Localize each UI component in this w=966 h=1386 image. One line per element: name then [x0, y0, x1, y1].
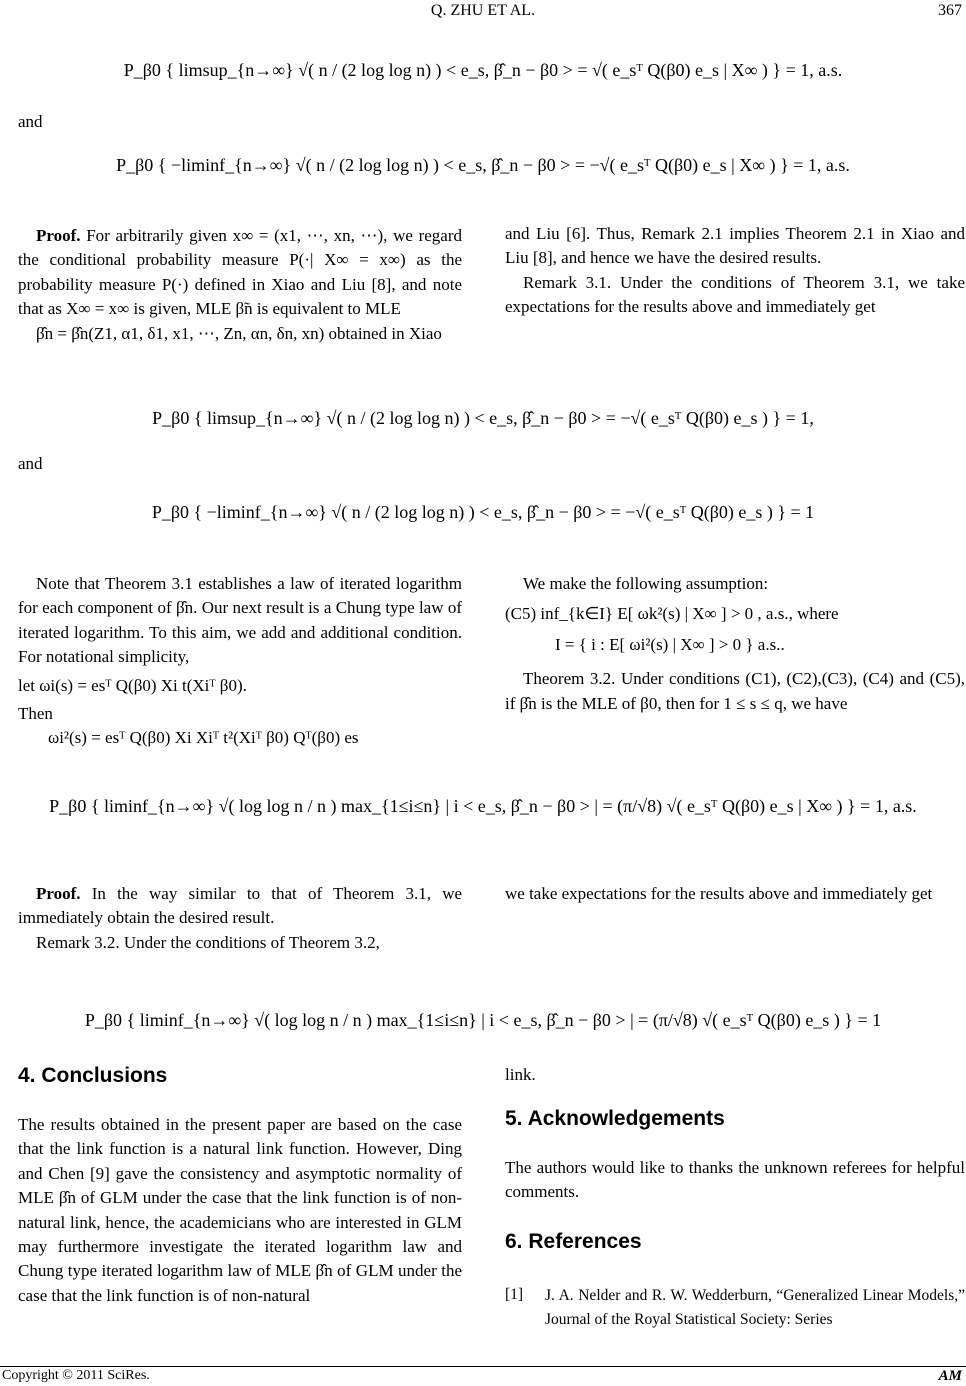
equation-6: P_β0 { liminf_{n→∞} √( log log n / n ) max_{1≤i≤n} | i < e_s, β̂_n − β0 > | = (π/√8) √( e_sᵀ Q(β0) e_s ) } = 1	[84, 1010, 882, 1030]
proof-2-text: In the way similar to that of Theorem 3.1, we immediately obtain the desired result.	[18, 884, 463, 928]
remark-3-2: Remark 3.2. Under the conditions of Theorem 3.2,	[36, 932, 380, 952]
page-number: 367	[938, 2, 962, 19]
running-title: Q. ZHU ET AL.	[430, 2, 536, 19]
journal-abbrev: AM	[938, 1368, 962, 1384]
and-text: and	[18, 112, 43, 131]
note-text: Note that Theorem 3.1 establishes a law of iterated logarithm for each component of β̂n. Our next result is a Chung type law of iterated logarithm. To this aim, we add and additional condition. For notational simplicity,	[18, 574, 462, 667]
condition-c5: (C5) inf_{k∈I} E[ ωk²(s) | X∞ ] > 0 , a.s., where	[505, 604, 839, 624]
assumption-paragraph	[505, 572, 965, 716]
acknowledgements-heading: 5. Acknowledgements	[505, 1107, 725, 1130]
index-set: I = { i : E[ ωi²(s) | X∞ ] > 0 } a.s..	[555, 634, 785, 654]
assumption-text: We make the following assumption:	[523, 574, 769, 593]
then-text: Then	[18, 704, 53, 724]
expectation-text: we take expectations for the results above and immediately get	[505, 884, 933, 903]
mle-equation: β̂n = β̂n(Z1, α1, δ1, x1, ⋯, Zn, αn, δn, xn) obtained in Xiao	[36, 323, 442, 343]
footer-divider	[0, 1366, 966, 1367]
right-paragraph	[505, 222, 965, 320]
conclusions-heading: 4. Conclusions	[18, 1064, 168, 1087]
proof-paragraph	[18, 224, 462, 346]
conclusions-text: The results obtained in the present paper are based on the case that the link function is a natural link function. However, Ding and Chen [9] gave the consistency and asymptotic normality of MLE β̂n of GLM under the case that the link function is of non-natural link, hence, the academicians who are interested in GLM may furthermore investigate the iterated logarithm law and Chung type iterated logarithm law of MLE β̂n of GLM under the case that the link function is of non-natural	[18, 1115, 462, 1305]
note-paragraph	[18, 572, 462, 751]
equation-4: P_β0 { −liminf_{n→∞} √( n / (2 log log n) ) < e_s, β̂_n − β0 > = −√( e_sᵀ Q(β0) e_s ) } = 1	[151, 502, 815, 522]
let-omega: let ωi(s) = esᵀ Q(β0) Xi t(Xiᵀ β0).	[18, 675, 247, 695]
equation-1: P_β0 { limsup_{n→∞} √( n / (2 log log n) ) < e_s, β̂_n − β0 > = √( e_sᵀ Q(β0) e_s | X∞ ) } = 1, a.s.	[123, 60, 843, 80]
remark-3-1: Remark 3.1. Under the conditions of Theorem 3.1, we take expectations for the results above and immediately get	[505, 272, 965, 317]
copyright: Copyright © 2011 SciRes.	[2, 1368, 150, 1383]
proof-text: For arbitrarily given x∞ = (x1, ⋯, xn, ⋯), we regard the conditional probability measure P(·| X∞ = x∞) as the probability measure P(·) defined in Xiao and Liu [8], and note that as X∞ = x∞ is given, MLE β̃n is equivalent to MLE	[18, 226, 462, 319]
equation-3: P_β0 { limsup_{n→∞} √( n / (2 log log n) ) < e_s, β̂_n − β0 > = −√( e_sᵀ Q(β0) e_s ) } = 1,	[152, 408, 814, 428]
proof-2-paragraph	[18, 882, 462, 955]
acknowledgements-text: The authors would like to thanks the unknown referees for helpful comments.	[505, 1158, 965, 1202]
theorem-3-2: Theorem 3.2. Under conditions (C1), (C2),(C3), (C4) and (C5), if β̂n is the MLE of β0, then for 1 ≤ s ≤ q, we have	[505, 669, 965, 713]
equation-2: P_β0 { −liminf_{n→∞} √( n / (2 log log n) ) < e_s, β̂_n − β0 > = −√( e_sᵀ Q(β0) e_s | X∞ ) } = 1, a.s.	[116, 155, 850, 175]
link-text: link.	[505, 1065, 536, 1084]
continued-text: and Liu [6]. Thus, Remark 2.1 implies Theorem 2.1 in Xiao and Liu [8], and hence we have the desired results.	[505, 224, 965, 268]
reference-1: J. A. Nelder and R. W. Wedderburn, “Generalized Linear Models,” Journal of the Royal Statistical Society: Series	[545, 1287, 965, 1329]
equation-5: P_β0 { liminf_{n→∞} √( log log n / n ) max_{1≤i≤n} | i < e_s, β̂_n − β0 > | = (π/√8) √( e_sᵀ Q(β0) e_s | X∞ ) } = 1, a.s.	[49, 796, 917, 816]
reference-1-number: [1]	[505, 1286, 524, 1303]
proof-2-label: Proof.	[36, 884, 81, 903]
and-text-2: and	[18, 454, 43, 473]
proof-label: Proof.	[36, 226, 81, 245]
references-heading: 6. References	[505, 1230, 642, 1253]
omega-squared-equation: ωi²(s) = esᵀ Q(β0) Xi Xiᵀ t²(Xiᵀ β0) Qᵀ(β0) es	[48, 728, 359, 748]
